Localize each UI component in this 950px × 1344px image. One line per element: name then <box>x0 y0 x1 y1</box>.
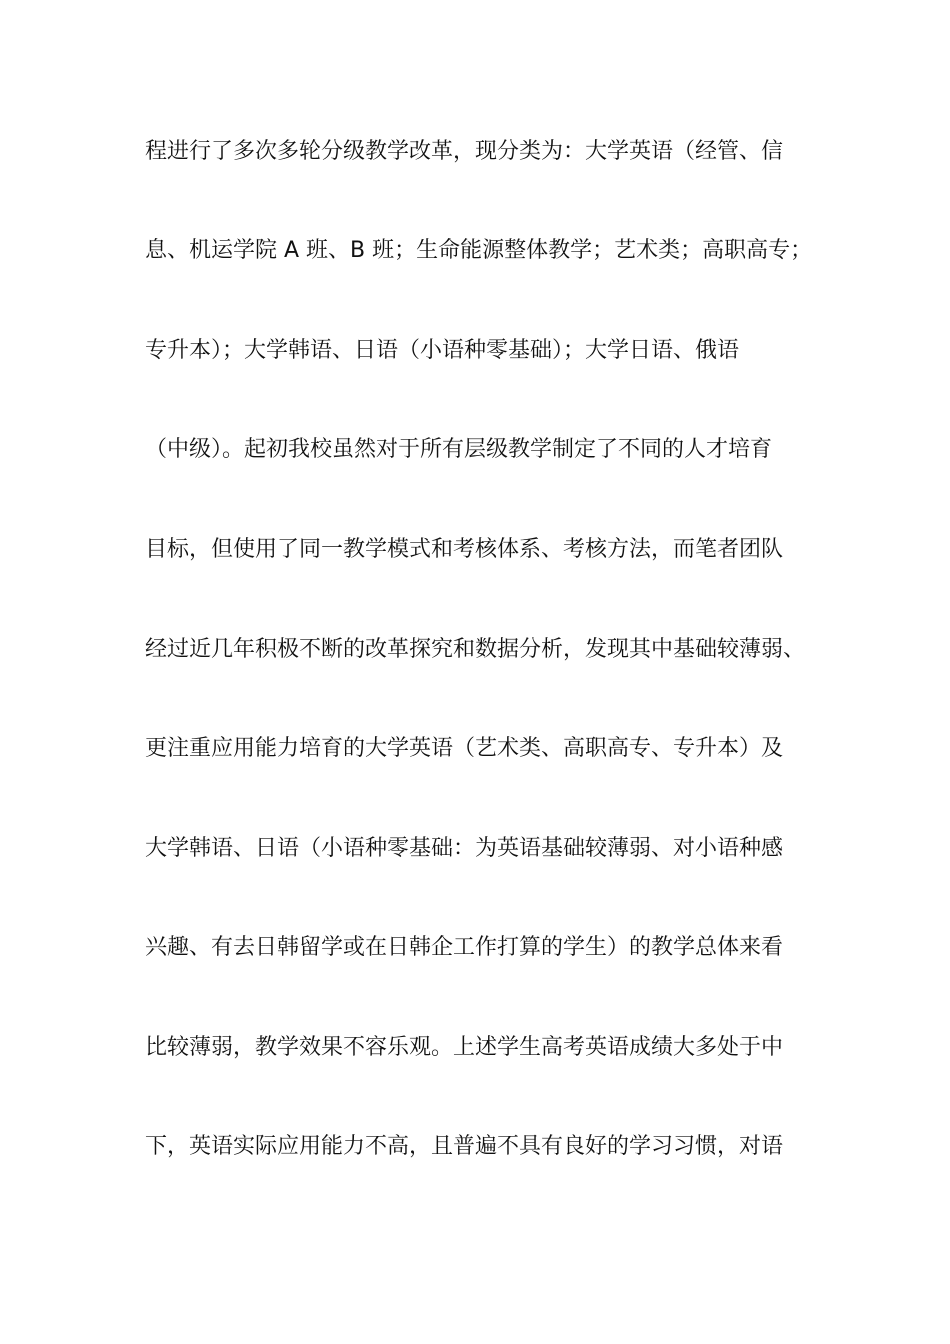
text-line-1: 程进行了多次多轮分级教学改革，现分类为：大学英语（经管、信 <box>145 139 784 164</box>
text-line-8: 大学韩语、日语（小语种零基础：为英语基础较薄弱、对小语种感 <box>145 836 784 861</box>
text-line-6: 经过近几年积极不断的改革探究和数据分析，发现其中基础较薄弱、 <box>145 637 806 662</box>
text-line-11: 下，英语实际应用能力不高，且普遍不具有良好的学习习惯，对语 <box>145 1134 784 1159</box>
text-line-4: （中级）。起初我校虽然对于所有层级教学制定了不同的人才培育 <box>145 437 773 462</box>
text-line-3: 专升本）；大学韩语、日语（小语种零基础）；大学日语、俄语 <box>145 338 740 363</box>
text-line-7: 更注重应用能力培育的大学英语（艺术类、高职高专、专升本）及 <box>145 736 784 761</box>
text-line-10: 比较薄弱，教学效果不容乐观。上述学生高考英语成绩大多处于中 <box>145 1035 784 1060</box>
text-line-9: 兴趣、有去日韩留学或在日韩企工作打算的学生）的教学总体来看 <box>145 935 784 960</box>
text-line-2: 息、机运学院 A 班、B 班；生命能源整体教学；艺术类；高职高专； <box>145 238 813 263</box>
text-line-5: 目标，但使用了同一教学模式和考核体系、考核方法，而笔者团队 <box>145 537 784 562</box>
